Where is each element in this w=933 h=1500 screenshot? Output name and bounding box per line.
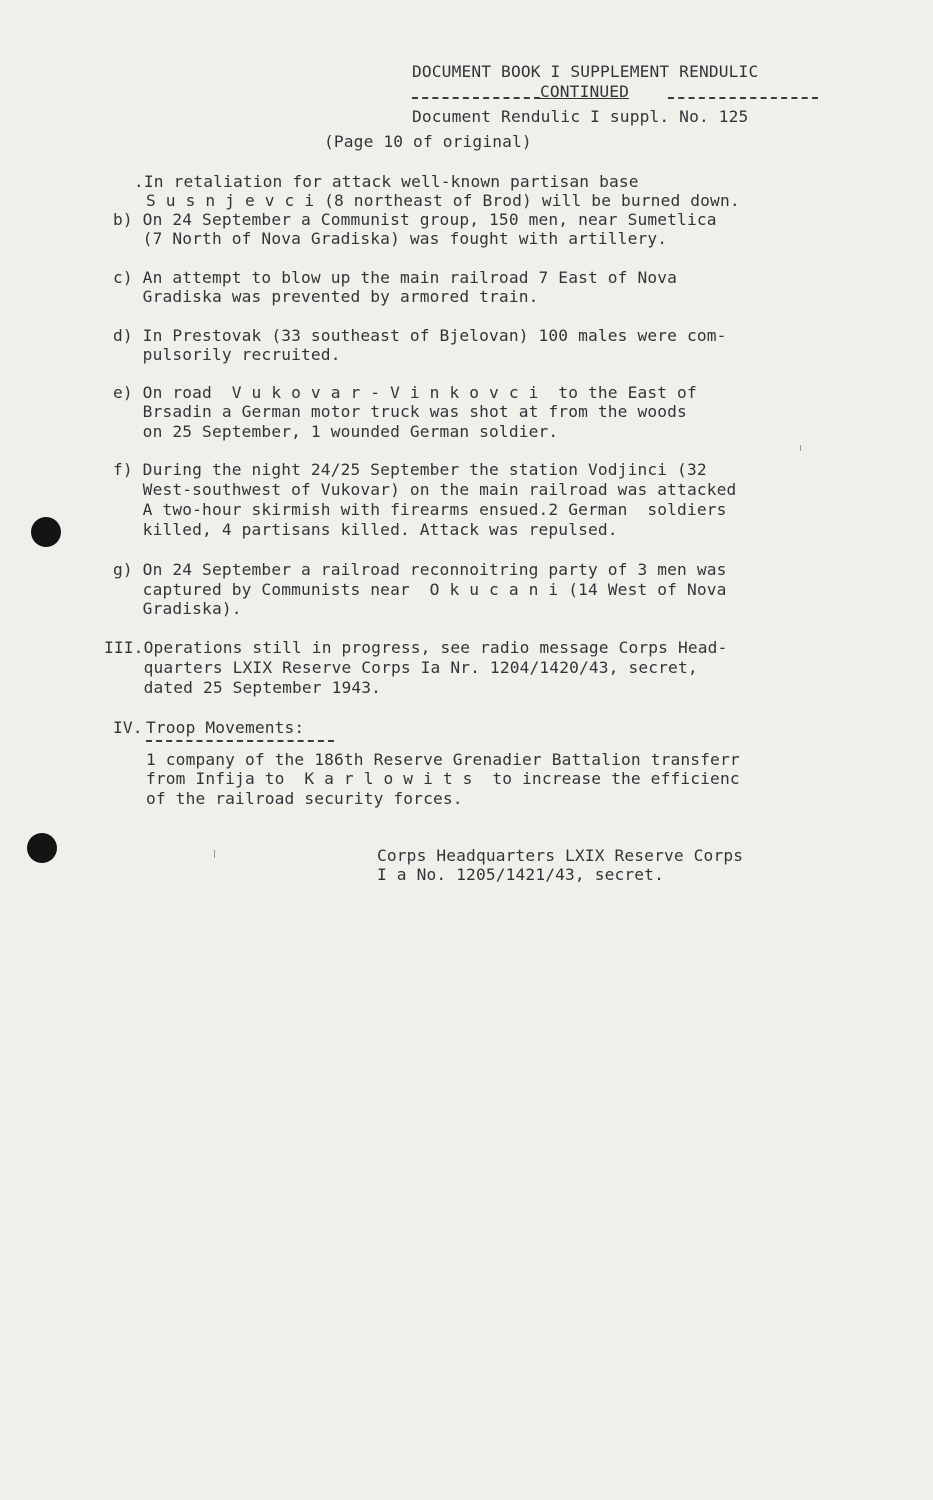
item-g-line-3: Gradiska). [113, 599, 242, 618]
item-d-line-1: d) In Prestovak (33 southeast of Bjelovan) 100 males were com- [113, 326, 727, 345]
item-f-line-2: West-southwest of Vukovar) on the main railroad was attacked [113, 480, 737, 499]
header-page-ref: (Page 10 of original) [324, 132, 532, 151]
item-b-line-2: (7 North of Nova Gradiska) was fought with artillery. [113, 229, 668, 248]
item-e-line-3: on 25 September, 1 wounded German soldier. [113, 422, 559, 441]
item-e-line-1: e) On road V u k o v a r - V i n k o v c i to the East of [113, 383, 697, 402]
item-c-line-1: c) An attempt to blow up the main railroad 7 East of Nova [113, 268, 678, 287]
header-doc-number: Document Rendulic I suppl. No. 125 [412, 107, 749, 126]
section-4-heading-underline [146, 740, 334, 742]
section-4-line-3: of the railroad security forces. [146, 789, 463, 808]
item-f-line-4: killed, 4 partisans killed. Attack was repulsed. [113, 520, 618, 539]
paper-speck [800, 445, 801, 451]
item-f-line-1: f) During the night 24/25 September the station Vodjinci (32 [113, 460, 707, 479]
header-dash-left [412, 97, 540, 99]
header-dash-right [668, 97, 818, 99]
item-g-line-1: g) On 24 September a railroad reconnoitring party of 3 men was [113, 560, 727, 579]
signature-line-1: Corps Headquarters LXIX Reserve Corps [377, 846, 744, 865]
section-3-line-1: III.Operations still in progress, see radio message Corps Head- [104, 638, 728, 657]
section-4-number: IV. [113, 718, 143, 737]
section-4-line-2: from Infija to K a r l o w i t s to increase the efficienc [146, 769, 740, 788]
signature-line-2: I a No. 1205/1421/43, secret. [377, 865, 664, 884]
section-3-line-2: quarters LXIX Reserve Corps Ia Nr. 1204/1420/43, secret, [104, 658, 698, 677]
item-d-line-2: pulsorily recruited. [113, 345, 341, 364]
section-4-line-1: 1 company of the 186th Reserve Grenadier Battalion transferr [146, 750, 740, 769]
header-continued: CONTINUED [540, 82, 630, 101]
punch-hole-top [31, 517, 61, 547]
item-a-line-2: S u s n j e v c i (8 northeast of Brod) will be burned down. [146, 191, 740, 210]
item-c-line-2: Gradiska was prevented by armored train. [113, 287, 539, 306]
item-b-line-1: b) On 24 September a Communist group, 150 men, near Sumetlica [113, 210, 717, 229]
paper-speck [214, 850, 215, 858]
item-g-line-2: captured by Communists near O k u c a n i (14 West of Nova [113, 580, 727, 599]
section-3-line-3: dated 25 September 1943. [104, 678, 382, 697]
punch-hole-bottom [27, 833, 57, 863]
header-title: DOCUMENT BOOK I SUPPLEMENT RENDULIC [412, 62, 759, 81]
item-f-line-3: A two-hour skirmish with firearms ensued.2 German soldiers [113, 500, 727, 519]
item-a-line-1: .In retaliation for attack well-known partisan base [134, 172, 639, 191]
item-e-line-2: Brsadin a German motor truck was shot at from the woods [113, 402, 687, 421]
section-4-heading: Troop Movements: [146, 718, 305, 737]
